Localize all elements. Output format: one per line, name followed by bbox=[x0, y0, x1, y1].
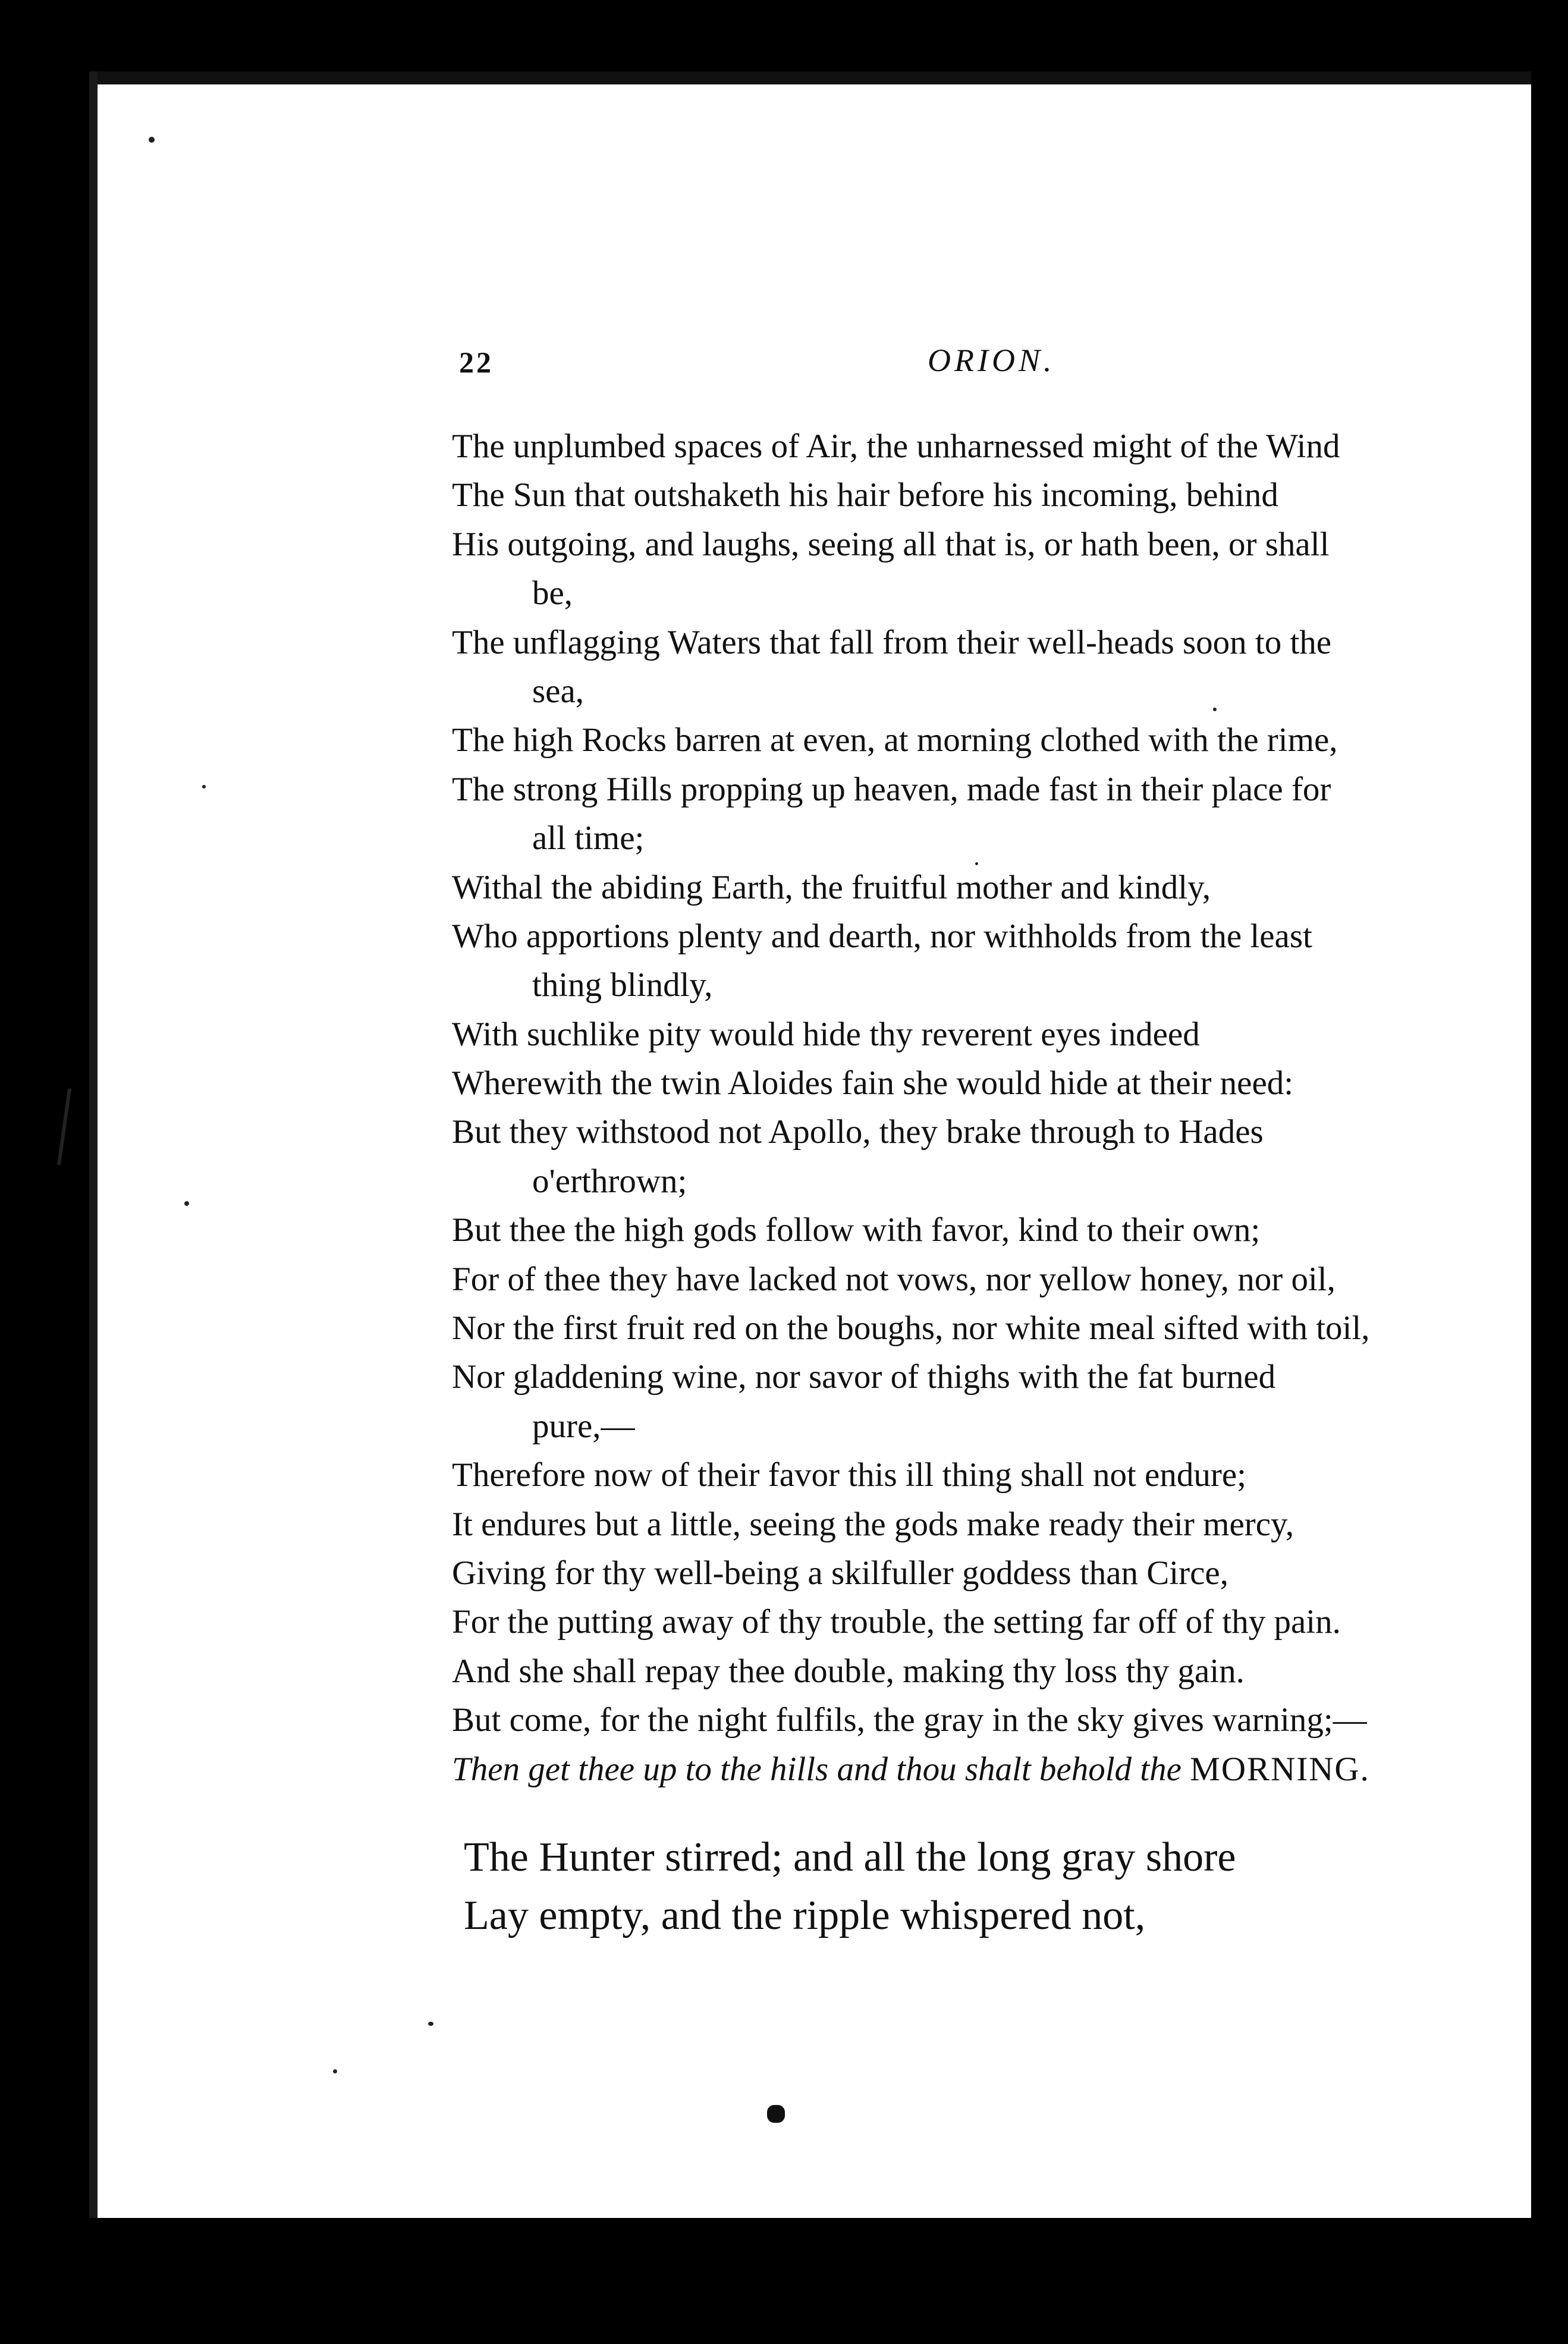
poem-line: The Sun that outshaketh his hair before his incoming, behind bbox=[452, 476, 1278, 514]
scan-speck bbox=[1213, 708, 1217, 711]
poem-line: But they withstood not Apollo, they brake through to Hades bbox=[452, 1113, 1264, 1151]
prose-line: The Hunter stirred; and all the long gray shore bbox=[464, 1834, 1236, 1880]
prose-line: Lay empty, and the ripple whispered not, bbox=[464, 1893, 1146, 1938]
scan-speck bbox=[428, 2022, 433, 2026]
poem-line: Nor gladdening wine, nor savor of thighs with the fat burned bbox=[452, 1358, 1276, 1396]
page-number: 22 bbox=[459, 345, 494, 379]
poem-line-continuation: sea, bbox=[532, 672, 585, 710]
prose-paragraph bbox=[464, 1828, 1531, 1945]
page-edge-left bbox=[89, 71, 98, 2218]
poem-line-continuation: thing blindly, bbox=[532, 966, 713, 1004]
running-title: ORION. bbox=[928, 343, 1055, 378]
closing-line-italic: Then get thee up to the hills and thou shalt behold the bbox=[452, 1750, 1190, 1788]
closing-line-smallcaps: MORNING. bbox=[1190, 1750, 1370, 1788]
scan-speck bbox=[333, 2069, 337, 2073]
scan-speck bbox=[149, 137, 155, 143]
book-page bbox=[89, 71, 1531, 2218]
page-edge-top bbox=[89, 71, 1531, 84]
poem-line: The unflagging Waters that fall from their well-heads soon to the bbox=[452, 623, 1332, 661]
poem-line: But come, for the night fulfils, the gray in the sky gives warning;— bbox=[452, 1701, 1367, 1739]
scan-speck bbox=[184, 1201, 189, 1206]
poem-line: Who apportions plenty and dearth, nor withholds from the least bbox=[452, 917, 1312, 955]
poem-line: And she shall repay thee double, making thy loss thy gain. bbox=[452, 1652, 1245, 1690]
poem-line: Therefore now of their favor this ill thing shall not endure; bbox=[452, 1456, 1246, 1494]
poem-line: For of thee they have lacked not vows, nor yellow honey, nor oil, bbox=[452, 1260, 1336, 1298]
scan-speck bbox=[202, 785, 206, 788]
poem-line: Nor the first fruit red on the boughs, nor white meal sifted with toil, bbox=[452, 1309, 1370, 1347]
poem-line: For the putting away of thy trouble, the setting far off of thy pain. bbox=[452, 1603, 1341, 1641]
poem-line: The unplumbed spaces of Air, the unharnessed might of the Wind bbox=[452, 428, 1340, 465]
poem-line-continuation: pure,— bbox=[532, 1407, 635, 1445]
poem-line-continuation: all time; bbox=[532, 819, 645, 857]
poem-line-continuation: be, bbox=[532, 574, 573, 612]
poem-line: The high Rocks barren at even, at morning clothed with the rime, bbox=[452, 721, 1338, 759]
poem-line-continuation: o'erthrown; bbox=[532, 1162, 687, 1200]
poem-line: The strong Hills propping up heaven, made fast in their place for bbox=[452, 770, 1331, 808]
poem-line: Wherewith the twin Aloides fain she would hide at their need: bbox=[452, 1064, 1294, 1102]
poem-line: His outgoing, and laughs, seeing all that is, or hath been, or shall bbox=[452, 525, 1330, 563]
poem-closing-line bbox=[452, 1745, 1531, 1794]
printer-mark bbox=[767, 2105, 785, 2123]
scan-speck bbox=[975, 862, 978, 865]
poem-line: But thee the high gods follow with favor, kind to their own; bbox=[452, 1211, 1261, 1249]
poem-line: Giving for thy well-being a skilfuller goddess than Circe, bbox=[452, 1554, 1228, 1592]
poem-stanza bbox=[452, 422, 1531, 1794]
poem-line: It endures but a little, seeing the gods make ready their mercy, bbox=[452, 1505, 1294, 1543]
poem-line: With suchlike pity would hide thy reverent eyes indeed bbox=[452, 1015, 1200, 1053]
poem-line: Withal the abiding Earth, the fruitful mother and kindly, bbox=[452, 868, 1211, 906]
